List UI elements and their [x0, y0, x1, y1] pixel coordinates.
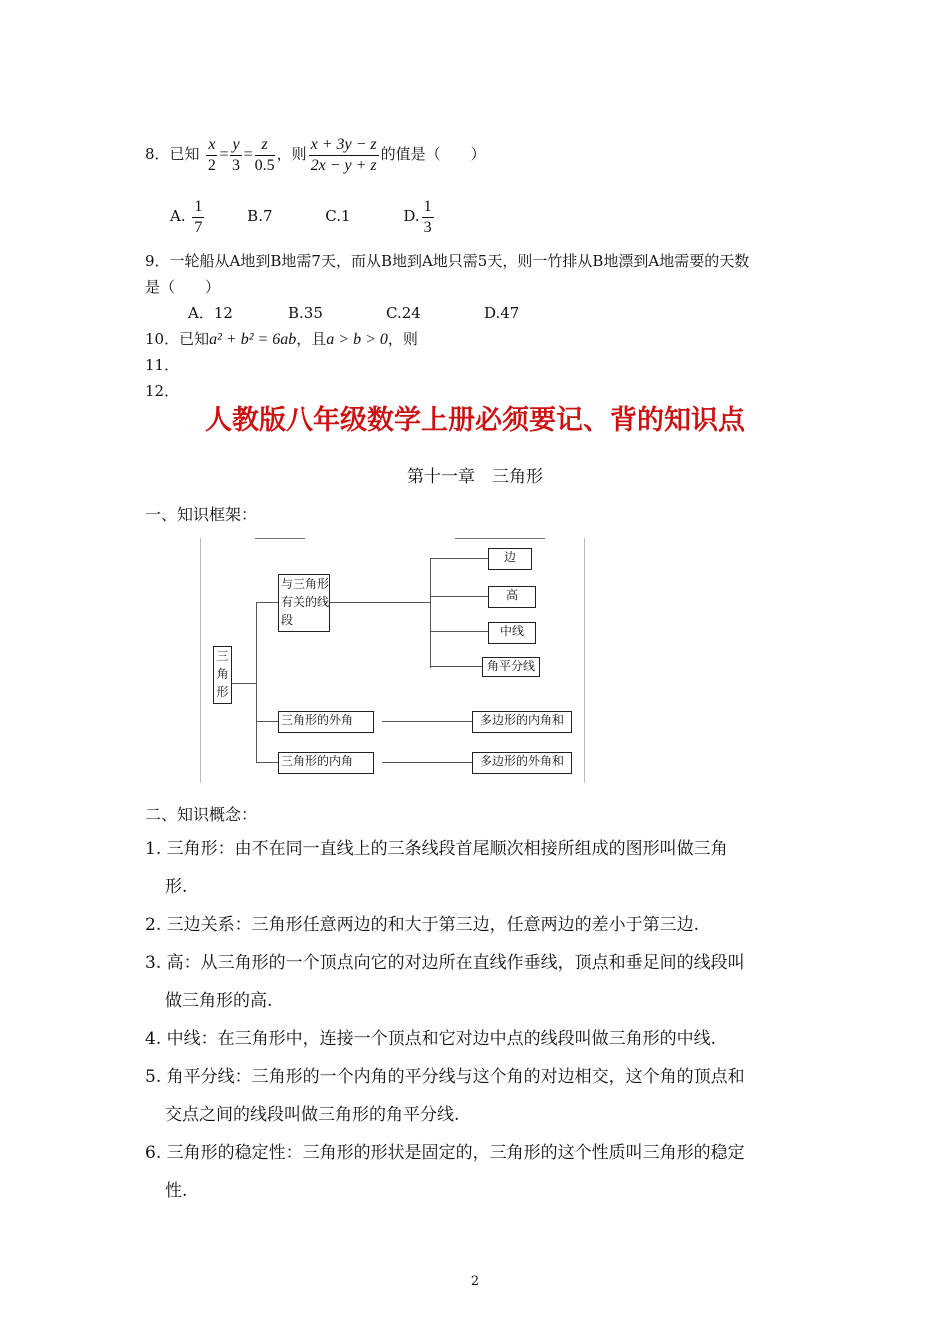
- q8-number: 8．已知: [145, 145, 200, 163]
- diagram-leaf-edge: 边: [488, 548, 532, 570]
- q9-option-c: C.24: [386, 304, 421, 322]
- q8-option-d-fraction: $\frac{1}{3}$: [423, 197, 432, 236]
- question-10: [145, 328, 418, 349]
- diagram-branch-interior-angle: 三角形的内角: [278, 752, 374, 774]
- q10-number: 10．已知: [145, 330, 210, 348]
- concept-item-4: 4. 中线：在三角形中，连接一个顶点和它对边中点的线段叫做三角形的中线.: [145, 1029, 717, 1049]
- concept-item-3: 3. 高：从三角形的一个顶点向它的对边所在直线作垂线，顶点和垂足间的线段叫 做三角形的高.: [145, 953, 745, 1011]
- page-title: 人教版八年级数学上册必须要记、背的知识点: [205, 405, 745, 436]
- concept-item-2: 2. 三边关系：三角形任意两边的和大于第三边，任意两边的差小于第三边.: [145, 915, 700, 935]
- diagram-leaf-height: 高: [488, 586, 536, 608]
- section-concepts-heading: 二、知识概念：: [145, 805, 258, 824]
- diagram-leaf-bisector: 角平分线: [482, 657, 540, 677]
- q8-fraction-expr: $\frac{x + 3y - z}{2x - y + z}$: [310, 135, 377, 174]
- q8-fraction-y: $\frac{y}{3}$: [232, 135, 241, 174]
- q8-fraction-x: $\frac{x}{2}$: [207, 135, 216, 174]
- q8-option-a-fraction: $\frac{1}{7}$: [194, 197, 203, 236]
- diagram-leaf-polygon-interior-sum: 多边形的内角和: [472, 711, 572, 733]
- q10-tail: ，则: [387, 330, 418, 348]
- q9-option-b: B.35: [288, 304, 323, 322]
- chapter-heading: 第十一章 三角形: [407, 467, 543, 487]
- q9-options: [188, 302, 519, 323]
- q8-fraction-z: $\frac{z}{0.5}$: [254, 135, 275, 174]
- concept-item-5: 5. 角平分线：三角形的一个内角的平分线与这个角的对边相交，这个角的顶点和 交点之间的线段叫做三角形的角平分线.: [145, 1067, 745, 1125]
- q9-option-d: D.47: [484, 304, 520, 322]
- q9-line1: 9．一轮船从A地到B地需7天，而从B地到A地只需5天，则一竹排从B地漂到A地需要的天数: [145, 252, 750, 270]
- diagram-leaf-polygon-exterior-sum: 多边形的外角和: [472, 752, 572, 774]
- page-number: 2: [470, 1274, 480, 1289]
- diagram-branch-exterior-angle: 三角形的外角: [278, 711, 374, 733]
- question-8: 8．已知 $\frac{x}{2}$ = $\frac{y}{3}$ = $\frac{z}{0.5}$ ，则 $\frac{x + 3y - z}{2x - y + z}$ 的值是（ ）: [145, 135, 486, 174]
- concept-item-1: 1. 三角形：由不在同一直线上的三条线段首尾顺次相接所组成的图形叫做三角 形.: [145, 839, 728, 897]
- question-12: 12．: [145, 382, 180, 400]
- concept-item-6: 6. 三角形的稳定性：三角形的形状是固定的，三角形的这个性质叫三角形的稳定 性.: [145, 1143, 745, 1201]
- q10-mid: ，且: [296, 330, 327, 348]
- knowledge-framework-diagram: [200, 538, 585, 783]
- q8-option-a-label: A.: [170, 207, 186, 225]
- q8-option-b: B.7: [247, 207, 273, 225]
- q9-option-a: A．12: [188, 304, 233, 322]
- diagram-root-triangle: 三角形: [213, 646, 232, 704]
- q10-condition: a > b > 0: [326, 331, 388, 348]
- section-framework-heading: 一、知识框架：: [145, 505, 258, 524]
- q8-option-d-label: D.: [403, 207, 420, 225]
- q8-mid: ，则: [276, 145, 307, 163]
- q8-option-c: C.1: [325, 207, 351, 225]
- q10-expression: a² + b² = 6ab: [209, 331, 297, 348]
- question-11: 11．: [145, 356, 180, 374]
- q9-line2: 是（ ）: [145, 278, 221, 296]
- concept-list: [145, 830, 815, 1210]
- q8-options: [170, 192, 436, 240]
- diagram-branch-segments: 与三角形有关的线段: [278, 574, 330, 632]
- diagram-leaf-median: 中线: [488, 622, 536, 644]
- q8-tail: 的值是（ ）: [380, 145, 486, 163]
